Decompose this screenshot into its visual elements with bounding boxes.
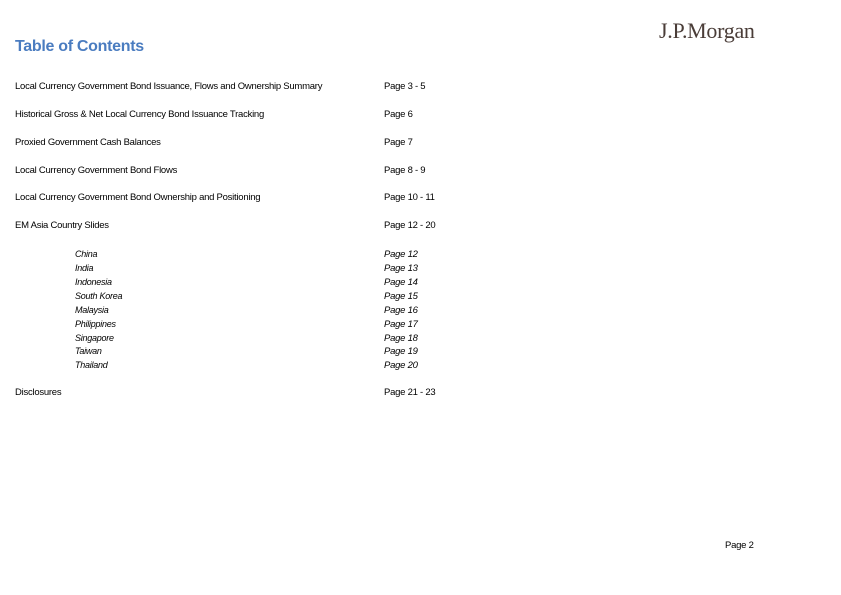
toc-country-page: Page 16: [384, 305, 418, 316]
toc-entry-label: Disclosures: [15, 387, 62, 398]
toc-entry-page: Page 10 - 11: [384, 192, 435, 203]
toc-country-page: Page 20: [384, 360, 418, 371]
toc-country-label: Malaysia: [75, 305, 109, 315]
toc-country-page: Page 12: [384, 249, 418, 260]
toc-entry-page: Page 21 - 23: [384, 387, 436, 398]
toc-entry-page: Page 8 - 9: [384, 165, 426, 176]
toc-country-page: Page 14: [384, 277, 418, 288]
toc-country-page: Page 13: [384, 263, 418, 274]
page-number: Page 2: [725, 540, 754, 551]
toc-country-label: Indonesia: [75, 277, 112, 287]
toc-country-label: Thailand: [75, 360, 108, 370]
toc-country-page: Page 19: [384, 346, 418, 357]
toc-country-label: India: [75, 263, 94, 273]
toc-entry-page: Page 7: [384, 137, 413, 148]
toc-entry-label: Local Currency Government Bond Ownership and Positioning: [15, 192, 261, 203]
toc-entry-page: Page 3 - 5: [384, 81, 426, 92]
toc-country-label: China: [75, 249, 98, 259]
toc-entry-label: EM Asia Country Slides: [15, 220, 109, 231]
jpmorgan-logo: J.P.Morgan: [659, 18, 755, 43]
toc-country-label: South Korea: [75, 291, 123, 301]
page-title: Table of Contents: [15, 38, 144, 55]
toc-entry-label: Local Currency Government Bond Issuance, Flows and Ownership Summary: [15, 81, 323, 92]
toc-country-page: Page 15: [384, 291, 418, 302]
toc-country-label: Taiwan: [75, 346, 102, 356]
toc-entry-label: Proxied Government Cash Balances: [15, 137, 161, 148]
toc-entry-page: Page 12 - 20: [384, 220, 436, 231]
toc-country-label: Philippines: [75, 319, 116, 329]
toc-country-page: Page 17: [384, 319, 418, 330]
toc-country-page: Page 18: [384, 333, 418, 344]
toc-entry-label: Historical Gross & Net Local Currency Bond Issuance Tracking: [15, 109, 264, 120]
toc-country-label: Singapore: [75, 333, 114, 343]
toc-entry-label: Local Currency Government Bond Flows: [15, 165, 178, 176]
toc-entry-page: Page 6: [384, 109, 413, 120]
